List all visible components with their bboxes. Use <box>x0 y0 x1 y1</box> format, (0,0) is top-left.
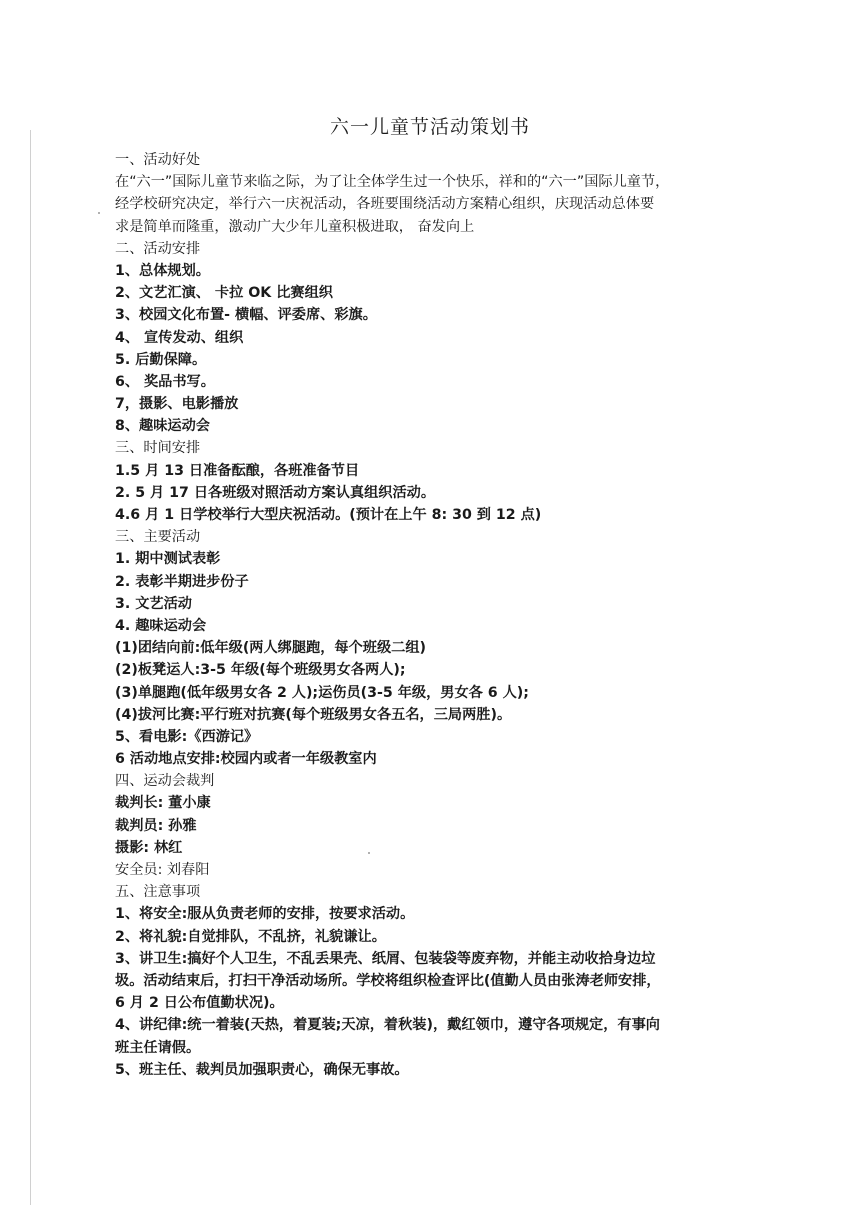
text-line: 5、班主任、裁判员加强职责心，确保无事故。 <box>115 1061 409 1078</box>
text-line: 4.6 月 1 日学校举行大型庆祝活动。(预计在上午 8: 30 到 12 点) <box>115 507 542 523</box>
text-line: 1、将安全:服从负责老师的安排，按要求活动。 <box>115 906 415 923</box>
text-line: 3、校园文化布置- 横幅、评委席、彩旗。 <box>115 307 377 324</box>
text-line: (2)板凳运人:3-5 年级(每个班级男女各两人); <box>115 662 406 679</box>
document-title: 六一儿童节活动策划书 <box>329 116 530 138</box>
text-line: 3. 文艺活动 <box>115 595 192 612</box>
text-line: 1. 期中测试表彰 <box>115 551 221 568</box>
text-line: (3)单腿跑(低年级男女各 2 人);运伤员(3-5 年级，男女各 6 人); <box>115 684 529 701</box>
text-line: 四、运动会裁判 <box>115 773 215 790</box>
text-line: 三、主要活动 <box>115 529 201 546</box>
text-line: 3、讲卫生:搞好个人卫生，不乱丢果壳、纸屑、包装袋等废弃物，并能主动收拾身边垃 <box>115 950 656 967</box>
text-line: 2. 表彰半期进步份子 <box>115 573 249 590</box>
text-line: 4、 宣传发动、组织 <box>115 329 244 346</box>
text-line: 2. 5 月 17 日各班级对照活动方案认真组织活动。 <box>115 484 436 501</box>
text-line: 安全员: 刘春阳 <box>115 862 210 878</box>
text-line: 4、讲纪律:统一着装(天热，着夏装;天凉，着秋装)，戴红领巾，遵守各项规定，有事向 <box>115 1017 660 1034</box>
text-line: 三、时间安排 <box>115 440 201 457</box>
text-line: 1、总体规划。 <box>115 262 210 279</box>
text-line: 8、趣味运动会 <box>115 418 210 435</box>
text-line: 6 活动地点安排:校园内或者一年级教室内 <box>115 751 377 768</box>
text-line: 二、活动安排 <box>115 240 201 257</box>
text-line: (4)拔河比赛:平行班对抗赛(每个班级男女各五名，三局两胜)。 <box>115 706 512 723</box>
document-body <box>115 149 755 1081</box>
text-line: 经学校研究决定，举行六一庆祝活动，各班要围绕活动方案精心组织，庆现活动总体要 <box>115 196 655 213</box>
text-line: 2、文艺汇演、 卡拉 OK 比赛组织 <box>115 285 333 302</box>
text-line: 五、注意事项 <box>115 884 201 901</box>
text-line: 4. 趣味运动会 <box>115 617 207 634</box>
text-line: 5、看电影:《西游记》 <box>115 728 259 745</box>
text-line: 5. 后勤保障。 <box>115 351 207 368</box>
text-line: 1.5 月 13 日准备酝酿，各班准备节目 <box>115 462 360 479</box>
text-line: 7，摄影、电影播放 <box>115 396 239 413</box>
text-line: (1)团结向前:低年级(两人绑腿跑，每个班级二组) <box>115 640 427 657</box>
text-line: 6、 奖品书写。 <box>115 373 215 390</box>
text-line: 摄影: 林红 <box>115 839 183 856</box>
text-line: 6 月 2 日公布值勤状况)。 <box>115 995 284 1012</box>
text-line: 裁判长: 董小康 <box>115 795 211 812</box>
text-line: 裁判员: 孙雅 <box>115 817 197 834</box>
text-line: 在“六一”国际儿童节来临之际，为了让全体学生过一个快乐，祥和的“六一”国际儿童节， <box>115 174 670 191</box>
text-line: 班主任请假。 <box>115 1039 201 1056</box>
scan-speck <box>98 212 100 214</box>
text-line: 2、将礼貌:自觉排队，不乱挤，礼貌谦让。 <box>115 928 386 945</box>
text-line: 求是简单而隆重，激动广大少年儿童积极进取， 奋发向上 <box>115 218 475 235</box>
text-line: 一、活动好处 <box>115 152 201 168</box>
scan-edge-line <box>30 130 31 1205</box>
text-line: 圾。活动结束后，打扫干净活动场所。学校将组织检查评比(值勤人员由张涛老师安排， <box>115 972 661 989</box>
